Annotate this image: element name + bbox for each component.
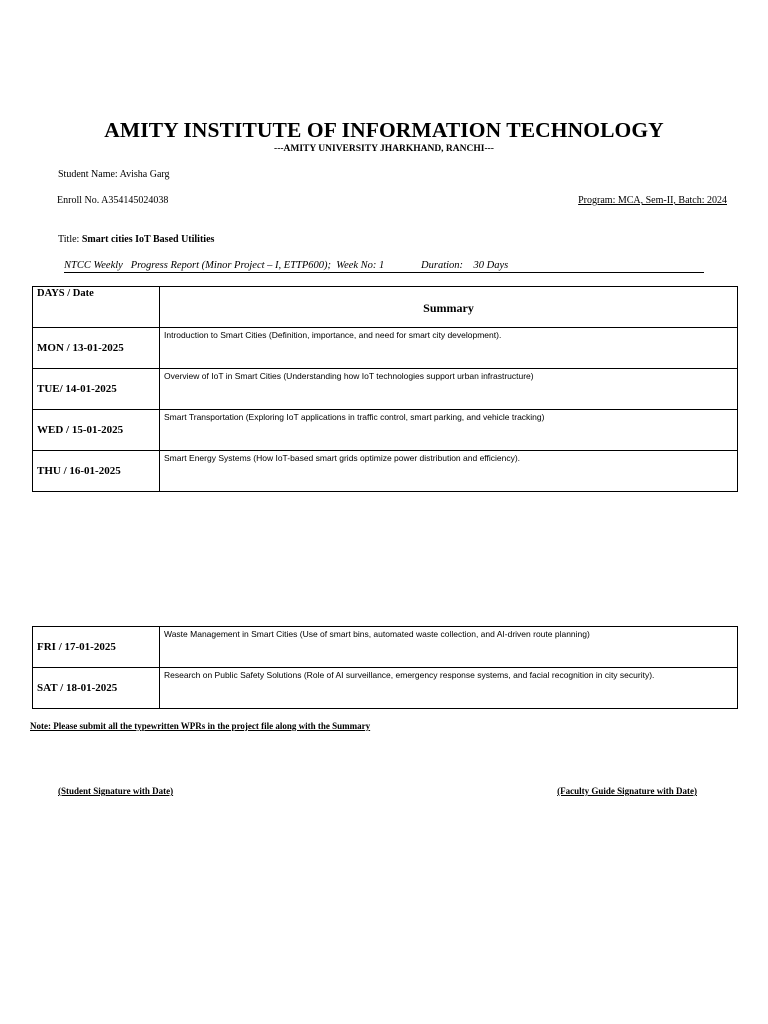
summary-cell: Research on Public Safety Solutions (Role of AI surveillance, emergency response systems, and facial recognition in city security). — [160, 668, 738, 709]
summary-header: Summary — [160, 287, 738, 328]
submission-note: Note: Please submit all the typewritten WPRs in the project file along with the Summary — [30, 721, 371, 731]
project-title-value: Smart cities IoT Based Utilities — [81, 234, 215, 245]
institute-title: AMITY INSTITUTE OF INFORMATION TECHNOLOGY — [104, 118, 664, 142]
day-cell: SAT / 18-01-2025 — [33, 668, 160, 709]
faculty-signature-label: (Faculty Guide Signature with Date) — [557, 786, 697, 796]
project-title — [58, 234, 214, 245]
table-header-row — [33, 287, 738, 328]
day-cell: THU / 16-01-2025 — [33, 451, 160, 492]
table-row — [33, 627, 738, 668]
summary-cell: Smart Energy Systems (How IoT-based smart grids optimize power distribution and efficiency). — [160, 451, 738, 492]
program-info: Program: MCA, Sem-II, Batch: 2024 — [578, 195, 727, 206]
day-cell: TUE/ 14-01-2025 — [33, 369, 160, 410]
day-cell: MON / 13-01-2025 — [33, 328, 160, 369]
table-row — [33, 369, 738, 410]
project-title-label: Title: — [58, 234, 82, 245]
report-line: NTCC Weekly Progress Report (Minor Project – I, ETTP600); Week No: 1 Duration: 30 Days — [64, 260, 704, 273]
progress-table-2 — [32, 626, 738, 709]
day-cell: FRI / 17-01-2025 — [33, 627, 160, 668]
summary-cell: Overview of IoT in Smart Cities (Understanding how IoT technologies support urban infrastructure) — [160, 369, 738, 410]
summary-cell: Smart Transportation (Exploring IoT applications in traffic control, smart parking, and vehicle tracking) — [160, 410, 738, 451]
summary-cell: Introduction to Smart Cities (Definition, importance, and need for smart city development). — [160, 328, 738, 369]
days-date-header: DAYS / Date — [33, 287, 160, 328]
table-row — [33, 668, 738, 709]
table-row — [33, 410, 738, 451]
table-row — [33, 451, 738, 492]
summary-cell: Waste Management in Smart Cities (Use of smart bins, automated waste collection, and AI-driven route planning) — [160, 627, 738, 668]
progress-table-1 — [32, 286, 738, 492]
table-row — [33, 328, 738, 369]
enroll-number: Enroll No. A354145024038 — [57, 195, 169, 206]
student-name: Student Name: Avisha Garg — [58, 169, 170, 180]
day-cell: WED / 15-01-2025 — [33, 410, 160, 451]
student-signature-label: (Student Signature with Date) — [58, 786, 174, 796]
university-subtitle: ---AMITY UNIVERSITY JHARKHAND, RANCHI--- — [274, 144, 494, 154]
